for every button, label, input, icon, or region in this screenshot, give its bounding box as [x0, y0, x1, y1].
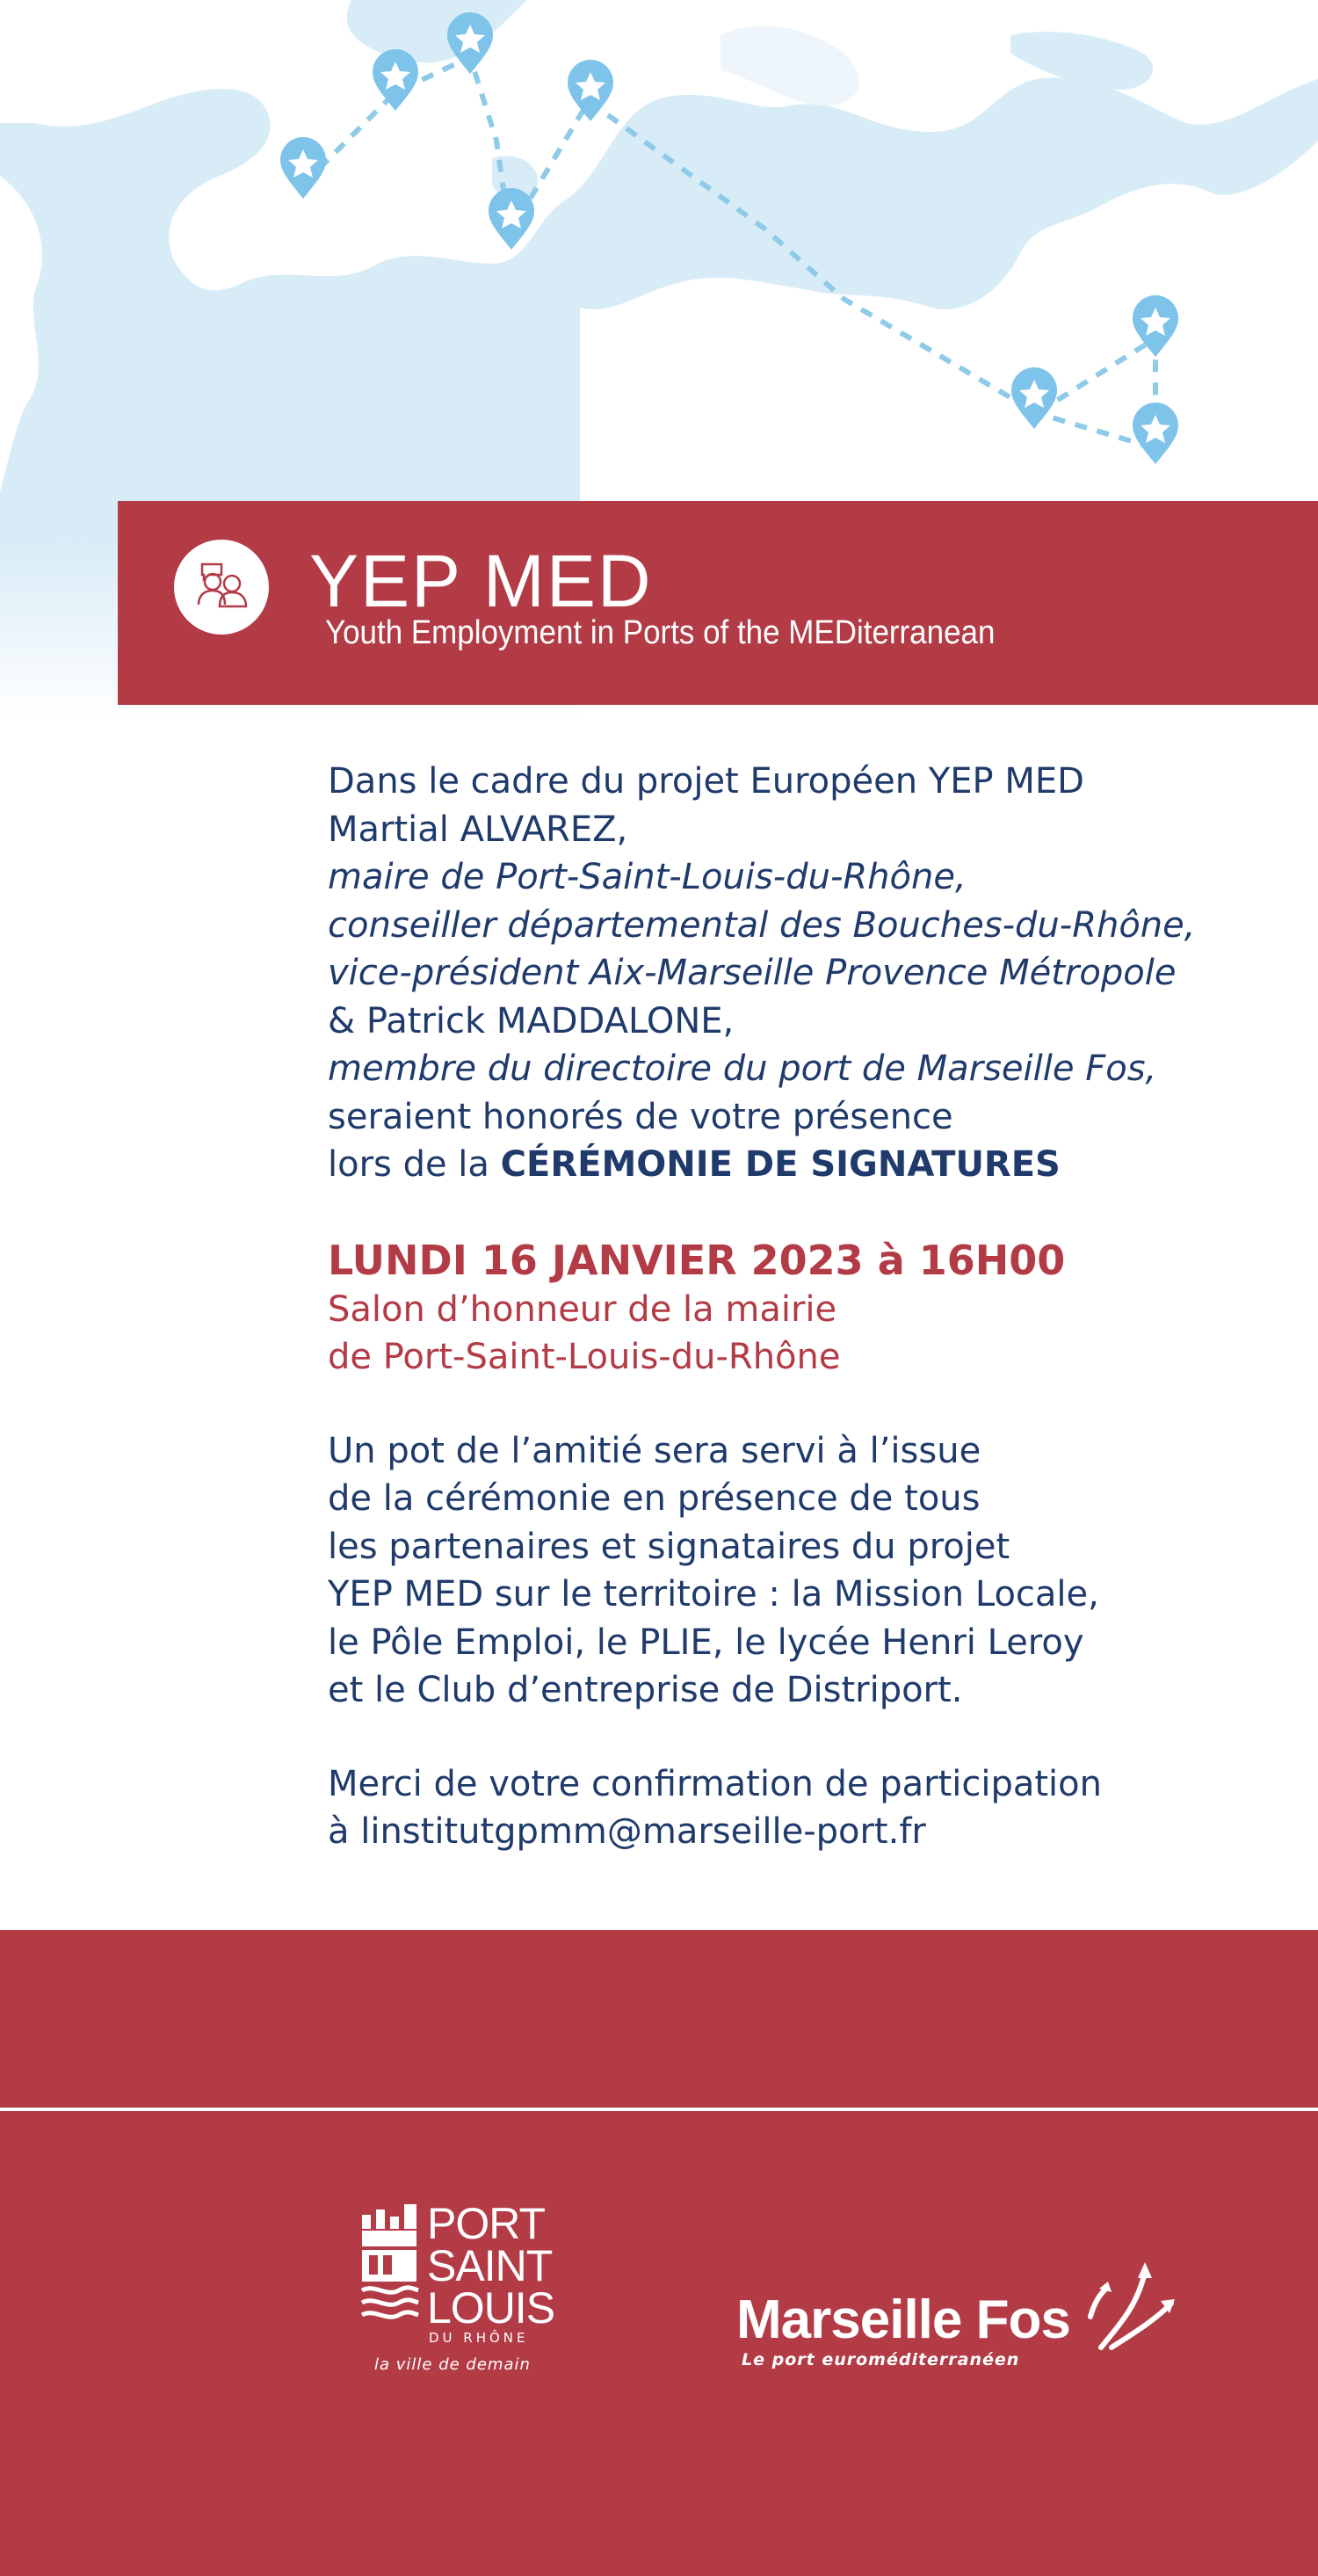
invitation-line: seraient honorés de votre présence — [328, 1096, 953, 1137]
event-place: de Port-Saint-Louis-du-Rhône — [328, 1337, 841, 1377]
psl-line: SAINT — [427, 2241, 553, 2290]
ceremony-prefix: lors de la — [328, 1144, 501, 1185]
host-name: Martial ALVAREZ, — [328, 809, 628, 850]
port-saint-louis-logo — [360, 2199, 597, 2378]
page-title: YEP MED — [309, 540, 653, 622]
psl-tagline: la ville de demain — [374, 2355, 531, 2374]
reception-line: Un pot de l’amitié sera servi à l’issue — [328, 1430, 981, 1471]
event-place: Salon d’honneur de la mairie — [328, 1288, 837, 1330]
ceremony-name: CÉRÉMONIE DE SIGNATURES — [500, 1144, 1061, 1185]
yep-med-logo — [174, 540, 269, 635]
host-title: conseiller départemental des Bouches-du-Rhône, — [328, 904, 1196, 946]
intro-line: Dans le cadre du projet Européen YEP MED — [328, 761, 1084, 802]
cohost-title: membre du directoire du port de Marseille Fos, — [328, 1049, 1157, 1089]
marseille-fos-logo — [736, 2255, 1193, 2378]
mf-wordmark: Marseille Fos — [736, 2289, 1070, 2350]
rsvp-line: Merci de votre confirmation de participation — [328, 1763, 1102, 1804]
host-title: maire de Port-Saint-Louis-du-Rhône, — [328, 857, 967, 897]
page-subtitle: Youth Employment in Ports of the MEDiterranean — [325, 614, 996, 651]
psl-subtitle: DU RHÔNE — [429, 2330, 529, 2346]
reception-line: YEP MED sur le territoire : la Mission Locale, — [328, 1574, 1099, 1615]
invitation-body — [328, 758, 1294, 1856]
invitation-line — [328, 1141, 1294, 1189]
cohost-name: & Patrick MADDALONE, — [328, 1000, 735, 1041]
psl-line: PORT — [427, 2199, 545, 2248]
event-date: LUNDI 16 JANVIER 2023 à 16H00 — [328, 1236, 1066, 1284]
footer — [0, 1930, 1318, 2576]
people-chat-icon — [190, 555, 253, 619]
host-title: vice-président Aix-Marseille Provence Métropole — [328, 953, 1177, 993]
reception-line: le Pôle Emploi, le PLIE, le lycée Henri Leroy — [328, 1622, 1084, 1663]
reception-line: les partenaires et signataires du projet — [328, 1526, 1010, 1567]
psl-line: LOUIS — [427, 2283, 555, 2333]
title-banner — [118, 501, 1318, 705]
castle-waves-icon — [360, 2204, 431, 2336]
psl-wordmark — [427, 2199, 555, 2333]
footer-divider — [0, 2108, 1318, 2111]
rsvp-email[interactable]: à linstitutgpmm@marseille-port.fr — [328, 1811, 926, 1852]
reception-line: de la cérémonie en présence de tous — [328, 1478, 981, 1519]
arrows-burst-icon — [1083, 2255, 1180, 2352]
mf-slogan: Le port euroméditerranéen — [742, 2350, 1020, 2369]
reception-line: et le Club d’entreprise de Distriport. — [328, 1670, 963, 1710]
